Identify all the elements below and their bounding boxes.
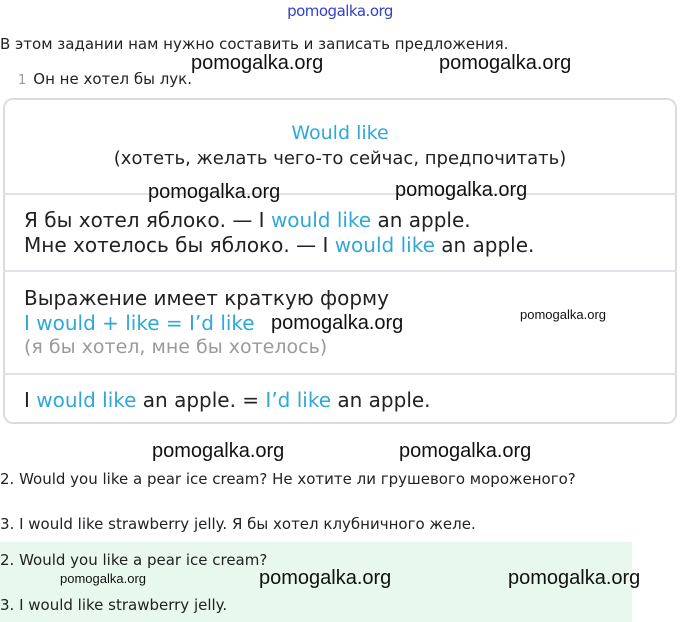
answer-3-translation: 3. I would like strawberry jelly. Я бы хотел клубничного желе. [0, 515, 476, 533]
eq-part: an apple. [331, 388, 431, 412]
watermark: pomogalka.org [395, 179, 528, 201]
watermark: pomogalka.org [191, 52, 324, 74]
eq-highlight: would like [36, 388, 137, 412]
example-tail: an apple. [434, 233, 535, 257]
eq-part: I [24, 388, 37, 412]
example-highlight: would like [334, 233, 435, 257]
final-answer-2: 2. Would you like a pear ice cream? [0, 551, 268, 569]
task-item-1 [18, 70, 192, 88]
eq-highlight: I’d like [265, 388, 332, 412]
watermark: pomogalka.org [508, 567, 641, 589]
grammar-rule-card [3, 98, 677, 424]
short-form-heading: Выражение имеет краткую форму [24, 286, 389, 310]
watermark: pomogalka.org [520, 307, 606, 322]
example-tail: an apple. [371, 208, 471, 232]
watermark: pomogalka.org [259, 567, 392, 589]
watermark: pomogalka.org [439, 52, 572, 74]
short-form-translation: (я бы хотел, мне бы хотелось) [24, 336, 328, 358]
example-highlight: would like [270, 208, 372, 232]
header-watermark: pomogalka.org [287, 2, 393, 20]
rule-title: Would like [291, 122, 389, 144]
eq-part: an apple. = [136, 388, 266, 412]
watermark: pomogalka.org [399, 440, 532, 462]
example-line-1 [24, 208, 471, 232]
item-text: Он не хотел бы лук. [33, 70, 192, 88]
card-divider [3, 270, 677, 272]
task-intro: В этом задании нам нужно составить и записать предложения. [0, 35, 509, 53]
watermark: pomogalka.org [60, 571, 146, 586]
watermark: pomogalka.org [152, 440, 285, 462]
example-ru: Мне хотелось бы яблоко. — I [24, 233, 335, 257]
watermark: pomogalka.org [148, 181, 281, 203]
item-number: 1 [18, 73, 27, 88]
watermark: pomogalka.org [271, 312, 404, 334]
example-ru: Я бы хотел яблоко. — I [24, 208, 271, 232]
answer-2-translation: 2. Would you like a pear ice cream? Не хотите ли грушевого мороженого? [0, 470, 576, 488]
rule-subtitle: (хотеть, желать чего-то сейчас, предпочитать) [113, 148, 567, 169]
card-divider [3, 193, 677, 195]
example-line-2 [24, 233, 534, 257]
equivalence-line [24, 388, 431, 412]
final-answer-3: 3. I would like strawberry jelly. [0, 596, 228, 614]
card-divider [3, 373, 677, 375]
short-form-formula: I would + like = I’d like [24, 311, 255, 335]
